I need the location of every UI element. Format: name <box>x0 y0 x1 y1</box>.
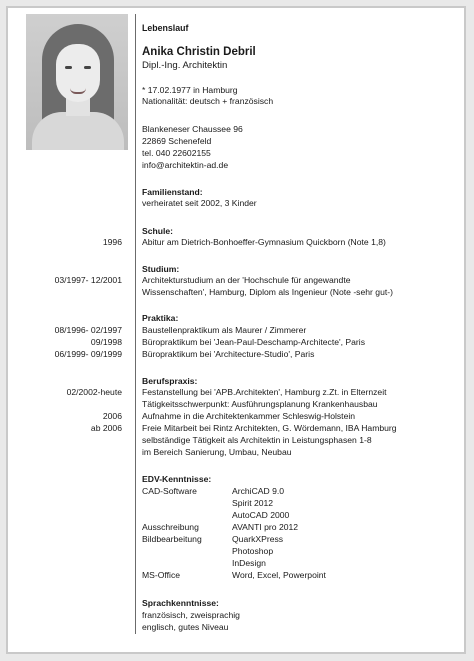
edv-value: AutoCAD 2000 <box>232 510 290 520</box>
address-city: 22869 Schenefeld <box>142 136 212 146</box>
edv-value: Photoshop <box>232 546 274 556</box>
edv-category: Bildbearbeitung <box>142 534 202 544</box>
career-heading: Berufspraxis: <box>142 376 198 386</box>
school-heading: Schule: <box>142 226 174 236</box>
study-date: 03/1997- 12/2001 <box>54 275 122 285</box>
school-text: Abitur am Dietrich-Bonhoeffer-Gymnasium Quickborn (Note 1,8) <box>142 237 386 247</box>
profession: Dipl.-Ing. Architektin <box>142 60 228 71</box>
address-street: Blankeneser Chaussee 96 <box>142 124 243 134</box>
portrait-photo <box>26 14 128 150</box>
edv-value: Word, Excel, Powerpoint <box>232 570 326 580</box>
internship-date: 09/1998 <box>90 337 122 347</box>
edv-category: MS-Office <box>142 570 181 580</box>
nationality: Nationalität: deutsch + französisch <box>142 96 274 106</box>
career-line: Freie Mitarbeit bei Rintz Architekten, G. Wördemann, IBA Hamburg <box>142 423 397 433</box>
career-line: selbständige Tätigkeit als Architektin in Leistungsphasen 1-8 <box>142 435 372 445</box>
person-name: Anika Christin Debril <box>142 46 256 58</box>
edv-value: ArchiCAD 9.0 <box>232 486 285 496</box>
edv-heading: EDV-Kenntnisse: <box>142 474 212 484</box>
phone: tel. 040 22602155 <box>142 148 211 158</box>
internship-date: 06/1999- 09/1999 <box>54 349 122 359</box>
languages-heading: Sprachkenntnisse: <box>142 598 219 608</box>
career-line: Aufnahme in die Architektenkammer Schleswig-Holstein <box>142 411 356 421</box>
internship-text: Büropraktikum bei 'Jean-Paul-Deschamp-Architecte', Paris <box>142 337 365 347</box>
internship-date: 08/1996- 02/1997 <box>54 325 122 335</box>
edv-value: QuarkXPress <box>232 534 284 544</box>
language-line: französisch, zweisprachig <box>142 610 240 620</box>
edv-value: Spirit 2012 <box>232 498 274 508</box>
career-date: ab 2006 <box>90 423 122 433</box>
internship-text: Baustellenpraktikum als Maurer / Zimmerer <box>142 325 307 335</box>
career-date: 2006 <box>102 411 122 421</box>
career-date: 02/2002-heute <box>66 387 122 397</box>
column-divider <box>135 14 136 634</box>
study-line: Wissenschaften', Hamburg, Diplom als Ingenieur (Note -sehr gut-) <box>142 287 393 297</box>
study-heading: Studium: <box>142 264 180 274</box>
edv-category: Ausschreibung <box>142 522 199 532</box>
birth-info: * 17.02.1977 in Hamburg <box>142 85 238 95</box>
career-line: im Bereich Sanierung, Umbau, Neubau <box>142 447 292 457</box>
edv-value: InDesign <box>232 558 266 568</box>
study-line: Architekturstudium an der 'Hochschule für angewandte <box>142 275 351 285</box>
family-heading: Familienstand: <box>142 187 203 197</box>
document-title: Lebenslauf <box>142 23 189 33</box>
edv-value: AVANTI pro 2012 <box>232 522 299 532</box>
language-line: englisch, gutes Niveau <box>142 622 229 632</box>
career-line: Festanstellung bei 'APB.Architekten', Hamburg z.Zt. in Elternzeit <box>142 387 387 397</box>
email: info@architektin-ad.de <box>142 160 229 170</box>
internships-heading: Praktika: <box>142 313 179 323</box>
internship-text: Büropraktikum bei 'Architecture-Studio', Paris <box>142 349 315 359</box>
school-date: 1996 <box>102 237 122 247</box>
edv-category: CAD-Software <box>142 486 197 496</box>
family-text: verheiratet seit 2002, 3 Kinder <box>142 198 257 208</box>
career-line: Tätigkeitsschwerpunkt: Ausführungsplanung Krankenhausbau <box>142 399 378 409</box>
